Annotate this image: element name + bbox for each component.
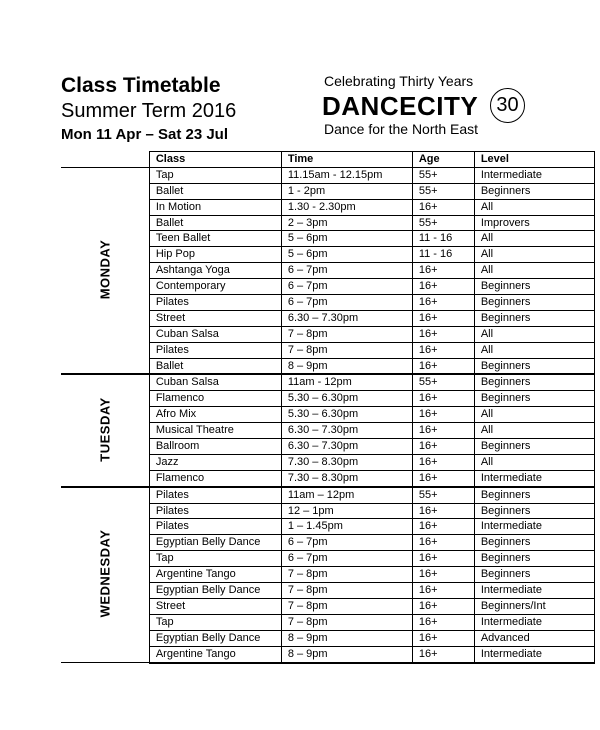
- cell-age: 16+: [412, 535, 474, 551]
- cell-time: 7.30 – 8.30pm: [281, 454, 412, 470]
- day-label: TUESDAY: [97, 397, 113, 462]
- table-row: [61, 167, 594, 183]
- cell-level: Intermediate: [474, 583, 594, 599]
- table-row: [61, 374, 594, 390]
- cell-age: 16+: [412, 263, 474, 279]
- cell-level: Beginners: [474, 374, 594, 390]
- cell-level: Advanced: [474, 630, 594, 646]
- cell-level: Beginners: [474, 439, 594, 455]
- cell-class: Ashtanga Yoga: [149, 263, 281, 279]
- column-header-level: Level: [474, 152, 594, 168]
- cell-class: Ballroom: [149, 439, 281, 455]
- title-block: [61, 74, 236, 146]
- cell-time: 8 – 9pm: [281, 630, 412, 646]
- cell-level: Beginners: [474, 279, 594, 295]
- brand-subtitle: Dance for the North East: [324, 121, 479, 137]
- table-row: [61, 487, 594, 503]
- dancecity-logo: [322, 72, 532, 136]
- column-header-class: Class: [149, 152, 281, 168]
- cell-level: All: [474, 423, 594, 439]
- cell-time: 1 - 2pm: [281, 183, 412, 199]
- cell-class: Street: [149, 310, 281, 326]
- cell-time: 7.30 – 8.30pm: [281, 470, 412, 486]
- cell-age: 16+: [412, 454, 474, 470]
- cell-time: 6 – 7pm: [281, 551, 412, 567]
- cell-class: Contemporary: [149, 279, 281, 295]
- cell-level: All: [474, 247, 594, 263]
- cell-time: 7 – 8pm: [281, 598, 412, 614]
- day-label: WEDNESDAY: [97, 529, 113, 618]
- cell-level: Improvers: [474, 215, 594, 231]
- cell-level: All: [474, 199, 594, 215]
- cell-class: Egyptian Belly Dance: [149, 535, 281, 551]
- cell-level: Intermediate: [474, 519, 594, 535]
- cell-level: Beginners: [474, 551, 594, 567]
- brand-name: DANCECITY: [322, 91, 479, 121]
- cell-age: 16+: [412, 439, 474, 455]
- day-label: MONDAY: [97, 239, 113, 300]
- cell-age: 16+: [412, 598, 474, 614]
- table-header-row: [61, 152, 594, 168]
- cell-class: Pilates: [149, 487, 281, 503]
- day-label-cell: [61, 374, 149, 486]
- cell-class: Hip Pop: [149, 247, 281, 263]
- cell-age: 16+: [412, 567, 474, 583]
- cell-time: 2 – 3pm: [281, 215, 412, 231]
- cell-class: Tap: [149, 551, 281, 567]
- cell-age: 16+: [412, 583, 474, 599]
- cell-age: 16+: [412, 279, 474, 295]
- cell-class: Jazz: [149, 454, 281, 470]
- cell-time: 12 – 1pm: [281, 503, 412, 519]
- cell-age: 16+: [412, 295, 474, 311]
- cell-class: Cuban Salsa: [149, 374, 281, 390]
- cell-time: 6.30 – 7.30pm: [281, 423, 412, 439]
- cell-level: All: [474, 342, 594, 358]
- cell-class: Pilates: [149, 295, 281, 311]
- cell-time: 7 – 8pm: [281, 342, 412, 358]
- cell-class: Flamenco: [149, 470, 281, 486]
- cell-age: 16+: [412, 503, 474, 519]
- cell-time: 5.30 – 6.30pm: [281, 407, 412, 423]
- cell-level: Beginners: [474, 310, 594, 326]
- cell-age: 16+: [412, 342, 474, 358]
- cell-level: Beginners/Int: [474, 598, 594, 614]
- cell-level: Intermediate: [474, 614, 594, 630]
- cell-age: 16+: [412, 614, 474, 630]
- cell-level: Beginners: [474, 391, 594, 407]
- cell-level: Beginners: [474, 503, 594, 519]
- cell-class: Afro Mix: [149, 407, 281, 423]
- cell-time: 5 – 6pm: [281, 247, 412, 263]
- cell-level: All: [474, 263, 594, 279]
- cell-time: 6 – 7pm: [281, 535, 412, 551]
- cell-time: 1.30 - 2.30pm: [281, 199, 412, 215]
- cell-class: Teen Ballet: [149, 231, 281, 247]
- cell-age: 55+: [412, 374, 474, 390]
- cell-class: Musical Theatre: [149, 423, 281, 439]
- cell-time: 6 – 7pm: [281, 295, 412, 311]
- cell-level: Intermediate: [474, 470, 594, 486]
- cell-level: Beginners: [474, 358, 594, 374]
- cell-class: Argentine Tango: [149, 646, 281, 662]
- page-subtitle: Summer Term 2016: [61, 100, 237, 122]
- cell-age: 55+: [412, 183, 474, 199]
- cell-age: 16+: [412, 358, 474, 374]
- cell-level: All: [474, 231, 594, 247]
- cell-time: 6.30 – 7.30pm: [281, 310, 412, 326]
- cell-age: 16+: [412, 407, 474, 423]
- cell-class: In Motion: [149, 199, 281, 215]
- cell-time: 7 – 8pm: [281, 567, 412, 583]
- cell-level: All: [474, 454, 594, 470]
- timetable-body: [61, 167, 594, 662]
- cell-level: Beginners: [474, 487, 594, 503]
- cell-level: Beginners: [474, 535, 594, 551]
- cell-class: Egyptian Belly Dance: [149, 583, 281, 599]
- cell-time: 8 – 9pm: [281, 358, 412, 374]
- column-header-age: Age: [412, 152, 474, 168]
- cell-age: 16+: [412, 630, 474, 646]
- cell-age: 16+: [412, 310, 474, 326]
- cell-time: 5.30 – 6.30pm: [281, 391, 412, 407]
- cell-time: 6.30 – 7.30pm: [281, 439, 412, 455]
- cell-level: Intermediate: [474, 167, 594, 183]
- day-label-cell: [61, 167, 149, 374]
- cell-level: Intermediate: [474, 646, 594, 662]
- cell-class: Argentine Tango: [149, 567, 281, 583]
- cell-class: Cuban Salsa: [149, 326, 281, 342]
- cell-level: Beginners: [474, 567, 594, 583]
- cell-class: Egyptian Belly Dance: [149, 630, 281, 646]
- anniversary-badge-icon: 30: [490, 88, 525, 123]
- day-label-cell: [61, 487, 149, 663]
- term-dates: Mon 11 Apr – Sat 23 Jul: [61, 126, 228, 143]
- cell-age: 55+: [412, 167, 474, 183]
- cell-class: Pilates: [149, 519, 281, 535]
- cell-age: 16+: [412, 551, 474, 567]
- cell-time: 7 – 8pm: [281, 583, 412, 599]
- cell-class: Pilates: [149, 342, 281, 358]
- cell-time: 5 – 6pm: [281, 231, 412, 247]
- column-header-time: Time: [281, 152, 412, 168]
- page-title: Class Timetable: [61, 74, 221, 97]
- cell-time: 7 – 8pm: [281, 614, 412, 630]
- cell-age: 11 - 16: [412, 231, 474, 247]
- cell-age: 16+: [412, 470, 474, 486]
- cell-age: 16+: [412, 423, 474, 439]
- cell-level: All: [474, 407, 594, 423]
- cell-level: All: [474, 326, 594, 342]
- cell-time: 6 – 7pm: [281, 263, 412, 279]
- cell-age: 16+: [412, 199, 474, 215]
- cell-time: 8 – 9pm: [281, 646, 412, 662]
- cell-class: Pilates: [149, 503, 281, 519]
- cell-age: 16+: [412, 391, 474, 407]
- cell-time: 7 – 8pm: [281, 326, 412, 342]
- cell-class: Tap: [149, 167, 281, 183]
- cell-time: 11am - 12pm: [281, 374, 412, 390]
- cell-time: 11am – 12pm: [281, 487, 412, 503]
- cell-class: Ballet: [149, 358, 281, 374]
- cell-age: 16+: [412, 646, 474, 662]
- cell-age: 16+: [412, 326, 474, 342]
- cell-level: Beginners: [474, 295, 594, 311]
- cell-class: Ballet: [149, 183, 281, 199]
- corner-cell: [61, 152, 149, 168]
- cell-time: 11.15am - 12.15pm: [281, 167, 412, 183]
- timetable: [61, 151, 595, 664]
- cell-age: 55+: [412, 215, 474, 231]
- cell-class: Flamenco: [149, 391, 281, 407]
- cell-class: Street: [149, 598, 281, 614]
- cell-time: 1 – 1.45pm: [281, 519, 412, 535]
- cell-class: Tap: [149, 614, 281, 630]
- cell-age: 11 - 16: [412, 247, 474, 263]
- cell-class: Ballet: [149, 215, 281, 231]
- cell-age: 55+: [412, 487, 474, 503]
- cell-age: 16+: [412, 519, 474, 535]
- cell-time: 6 – 7pm: [281, 279, 412, 295]
- brand-tagline: Celebrating Thirty Years: [324, 73, 474, 89]
- cell-level: Beginners: [474, 183, 594, 199]
